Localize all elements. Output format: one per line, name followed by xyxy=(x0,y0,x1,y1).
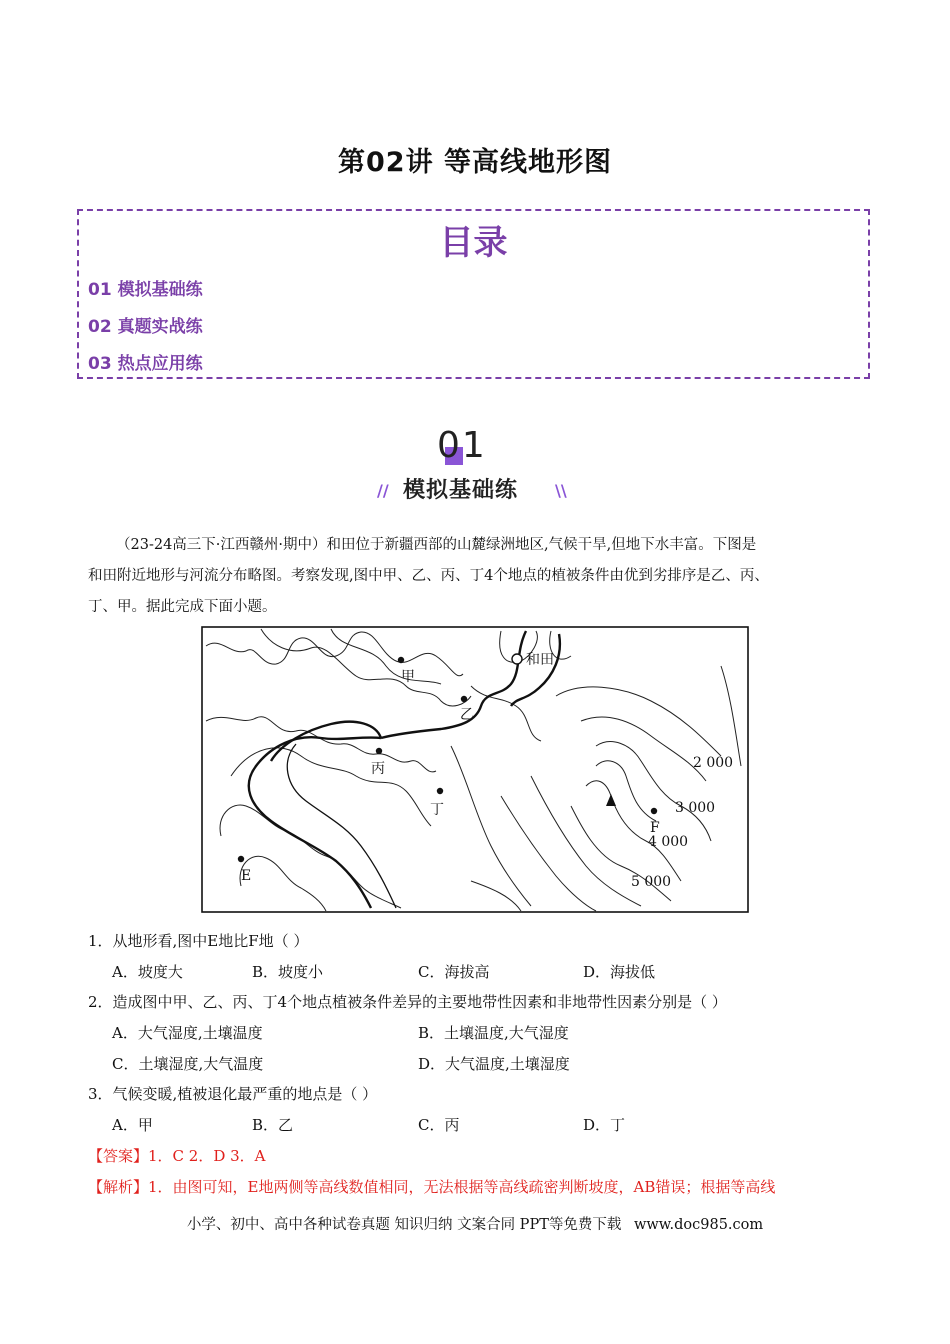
footer-text: 小学、初中、高中各种试卷真题 知识归纳 文案合同 PPT等免费下载 xyxy=(186,1217,622,1233)
question-2-option-c[interactable]: C．土壤湿度,大气温度 xyxy=(112,1055,264,1073)
question-1-option-b[interactable]: B．坡度小 xyxy=(252,963,324,981)
page-footer xyxy=(0,1213,950,1234)
label-bing: 丙 xyxy=(371,761,385,777)
question-2-option-d[interactable]: D．大气温度,土壤湿度 xyxy=(418,1055,570,1073)
point-yi-marker xyxy=(461,696,467,702)
contour-label-3000: 3 000 xyxy=(675,800,716,816)
question-3-stem: 3．气候变暖,植被退化最严重的地点是（ ） xyxy=(88,1085,378,1103)
label-f: F xyxy=(650,820,660,836)
toc-item-3[interactable]: 03 热点应用练 xyxy=(88,354,203,374)
intro-line-3: 丁、甲。据此完成下面小题。 xyxy=(88,599,277,615)
label-e: E xyxy=(241,868,252,884)
point-bing-marker xyxy=(376,748,382,754)
intro-line-2: 和田附近地形与河流分布略图。考察发现,图中甲、乙、丙、丁4个地点的植被条件由优到劣排序是乙、丙、 xyxy=(88,568,769,584)
slash-decoration-right: \\ xyxy=(555,481,567,500)
hetian-city-icon xyxy=(512,654,522,664)
contour-label-4000: 4 000 xyxy=(648,834,689,850)
footer-url[interactable]: www.doc985.com xyxy=(633,1217,764,1233)
intro-line-1: （23-24高三下·江西赣州·期中）和田位于新疆西部的山麓绿洲地区,气候干旱,但地下水丰富。下图是 xyxy=(116,537,757,553)
point-e-marker xyxy=(238,856,244,862)
point-f-marker xyxy=(651,808,657,814)
label-hetian: 和田 xyxy=(526,652,554,668)
question-1-stem: 1．从地形看,图中E地比F地（ ） xyxy=(88,932,309,950)
table-of-contents xyxy=(77,209,870,379)
question-1-option-a[interactable]: A．坡度大 xyxy=(112,963,183,981)
label-yi: 乙 xyxy=(460,707,474,723)
contour-label-2000: 2 000 xyxy=(693,755,734,771)
analysis-line: 【解析】1．由图可知，E地两侧等高线数值相同，无法根据等高线疏密判断坡度，AB错误；根据等高线 xyxy=(88,1178,776,1196)
toc-item-1[interactable]: 01 模拟基础练 xyxy=(88,280,203,300)
contour-label-5000: 5 000 xyxy=(631,874,672,890)
question-2-option-a[interactable]: A．大气湿度,土壤温度 xyxy=(112,1024,263,1042)
question-3-option-c[interactable]: C．丙 xyxy=(418,1116,460,1134)
question-1-option-d[interactable]: D．海拔低 xyxy=(583,963,656,981)
question-1-option-c[interactable]: C．海拔高 xyxy=(418,963,490,981)
label-ding: 丁 xyxy=(430,802,444,818)
page-title: 第02讲 等高线地形图 xyxy=(338,147,612,178)
question-3-option-d[interactable]: D．丁 xyxy=(583,1116,626,1134)
question-2-stem: 2．造成图中甲、乙、丙、丁4个地点植被条件差异的主要地带性因素和非地带性因素分别是（ ） xyxy=(88,993,727,1011)
question-3-option-b[interactable]: B．乙 xyxy=(252,1116,294,1134)
point-ding-marker xyxy=(437,788,443,794)
map-frame xyxy=(202,627,748,912)
toc-item-2[interactable]: 02 真题实战练 xyxy=(88,317,203,337)
answer-line: 【答案】1．C 2．D 3．A xyxy=(88,1147,266,1165)
section-number: 01 xyxy=(437,425,487,466)
question-3-option-a[interactable]: A．甲 xyxy=(112,1116,153,1134)
section-header xyxy=(375,425,575,510)
slash-decoration-left: // xyxy=(377,481,389,500)
toc-heading: 目录 xyxy=(439,223,508,263)
contour-map xyxy=(201,626,749,913)
question-2-option-b[interactable]: B．土壤温度,大气湿度 xyxy=(418,1024,569,1042)
section-label: 模拟基础练 xyxy=(403,478,519,503)
label-jia: 甲 xyxy=(401,669,415,685)
point-jia-marker xyxy=(398,657,404,663)
